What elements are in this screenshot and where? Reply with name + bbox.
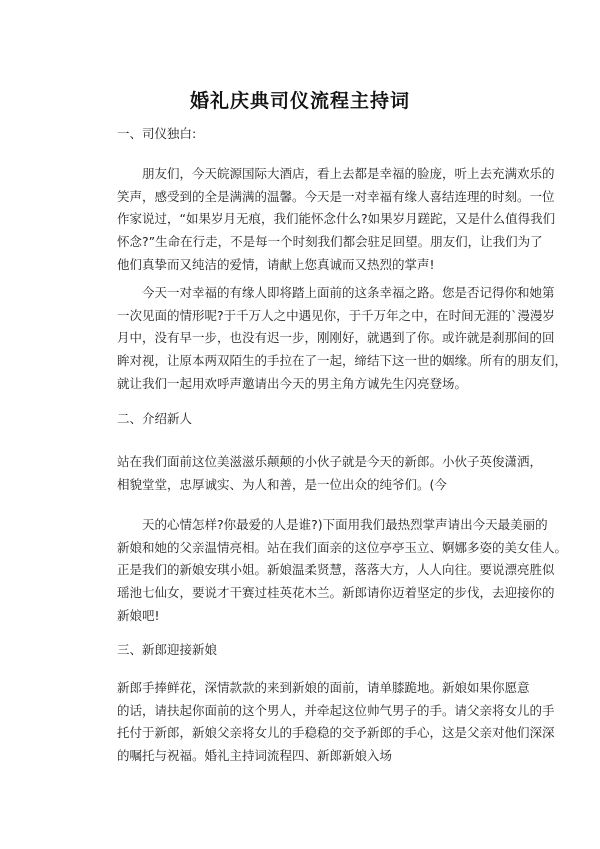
paragraph-line: 正是我们的新娘安琪小姐。新娘温柔贤慧，落落大方，人人向往。要说漂亮胜似 (117, 562, 555, 578)
paragraph-introduction-groom (117, 282, 568, 396)
paragraph-line: 瑶池七仙女，要说才干赛过桂英花木兰。新郎请你迈着坚定的步伐，去迎接你的 (117, 585, 555, 601)
paragraph-line: 的嘱托与祝福。婚礼主持词流程四、新郎新娘入场 (117, 748, 393, 764)
paragraph-line: 朋友们，今天皖源国际大酒店，看上去都是幸福的脸庞，听上去充满欢乐的 (142, 166, 555, 181)
paragraph-line: 眸对视，让原本两双陌生的手拉在了一起，缔结下这一世的姻缘。所有的朋友们， (117, 353, 568, 369)
paragraph-line: 笑声，感受到的全是满满的温馨。今天是一对幸福有缘人喜结连理的时刻。一位 (117, 188, 555, 204)
paragraph-line: 的话，请扶起你面前的这个男人，并牵起这位帅气男子的手。请父亲将女儿的手 (117, 702, 555, 718)
document-title: 婚礼庆典司仪流程主持词 (189, 90, 410, 112)
paragraph-line: 作家说过，“如果岁月无痕，我们能怀念什么?如果岁月蹉跎，又是什么值得我们 (117, 211, 556, 227)
paragraph-line: 天的心情怎样?你最爱的人是谁?)下面用我们最热烈掌声请出今天最美丽的 (142, 517, 548, 532)
paragraph-line: 怀念?”生命在行走，不是每一个时刻我们都会驻足回望。朋友们，让我们为了 (117, 234, 543, 250)
paragraph-groom-meets-bride (117, 677, 555, 768)
paragraph-line: 托付于新郎，新娘父亲将女儿的手稳稳的交予新郎的手心，这是父亲对他们深深 (117, 725, 555, 741)
paragraph-line: 新娘和她的父亲温情亮相。站在我们面亲的这位亭亭玉立、婀娜多姿的美女佳人。 (117, 539, 568, 555)
paragraph-line: 今天一对幸福的有缘人即将踏上面前的这条幸福之路。您是否记得你和她第 (142, 285, 555, 300)
paragraph-line: 新娘吧! (117, 607, 160, 623)
paragraph-opening (117, 163, 556, 277)
paragraph-bride (117, 514, 568, 628)
section-heading-monologue: 一、司仪独白: (117, 126, 197, 141)
paragraph-line: 一次见面的情形呢?于千万人之中遇见你，于千万年之中，在时间无涯的`漫漫岁 (117, 307, 555, 323)
paragraph-line: 站在我们面前这位美滋滋乐颠颠的小伙子就是今天的新郎。小伙子英俊潇洒， (117, 454, 543, 469)
paragraph-line: 相貌堂堂，忠厚诚实、为人和善，是一位出众的纯爷们。(今 (117, 476, 447, 492)
paragraph-line: 月中，没有早一步，也没有迟一步，刚刚好，就遇到了你。或许就是刹那间的回 (117, 330, 555, 346)
paragraph-line: 他们真挚而又纯洁的爱情，请献上您真诚而又热烈的掌声! (117, 256, 435, 272)
section-heading-groom-meets-bride: 三、新郎迎接新娘 (117, 642, 218, 657)
paragraph-line: 新郎手捧鲜花，深情款款的来到新娘的面前，请单膝跪地。新娘如果你愿意 (117, 680, 530, 695)
paragraph-groom (117, 451, 543, 496)
section-heading-introduce-couple: 二、介绍新人 (117, 411, 193, 426)
paragraph-line: 就让我们一起用欢呼声邀请出今天的男主角方诚先生闪亮登场。 (117, 375, 468, 391)
